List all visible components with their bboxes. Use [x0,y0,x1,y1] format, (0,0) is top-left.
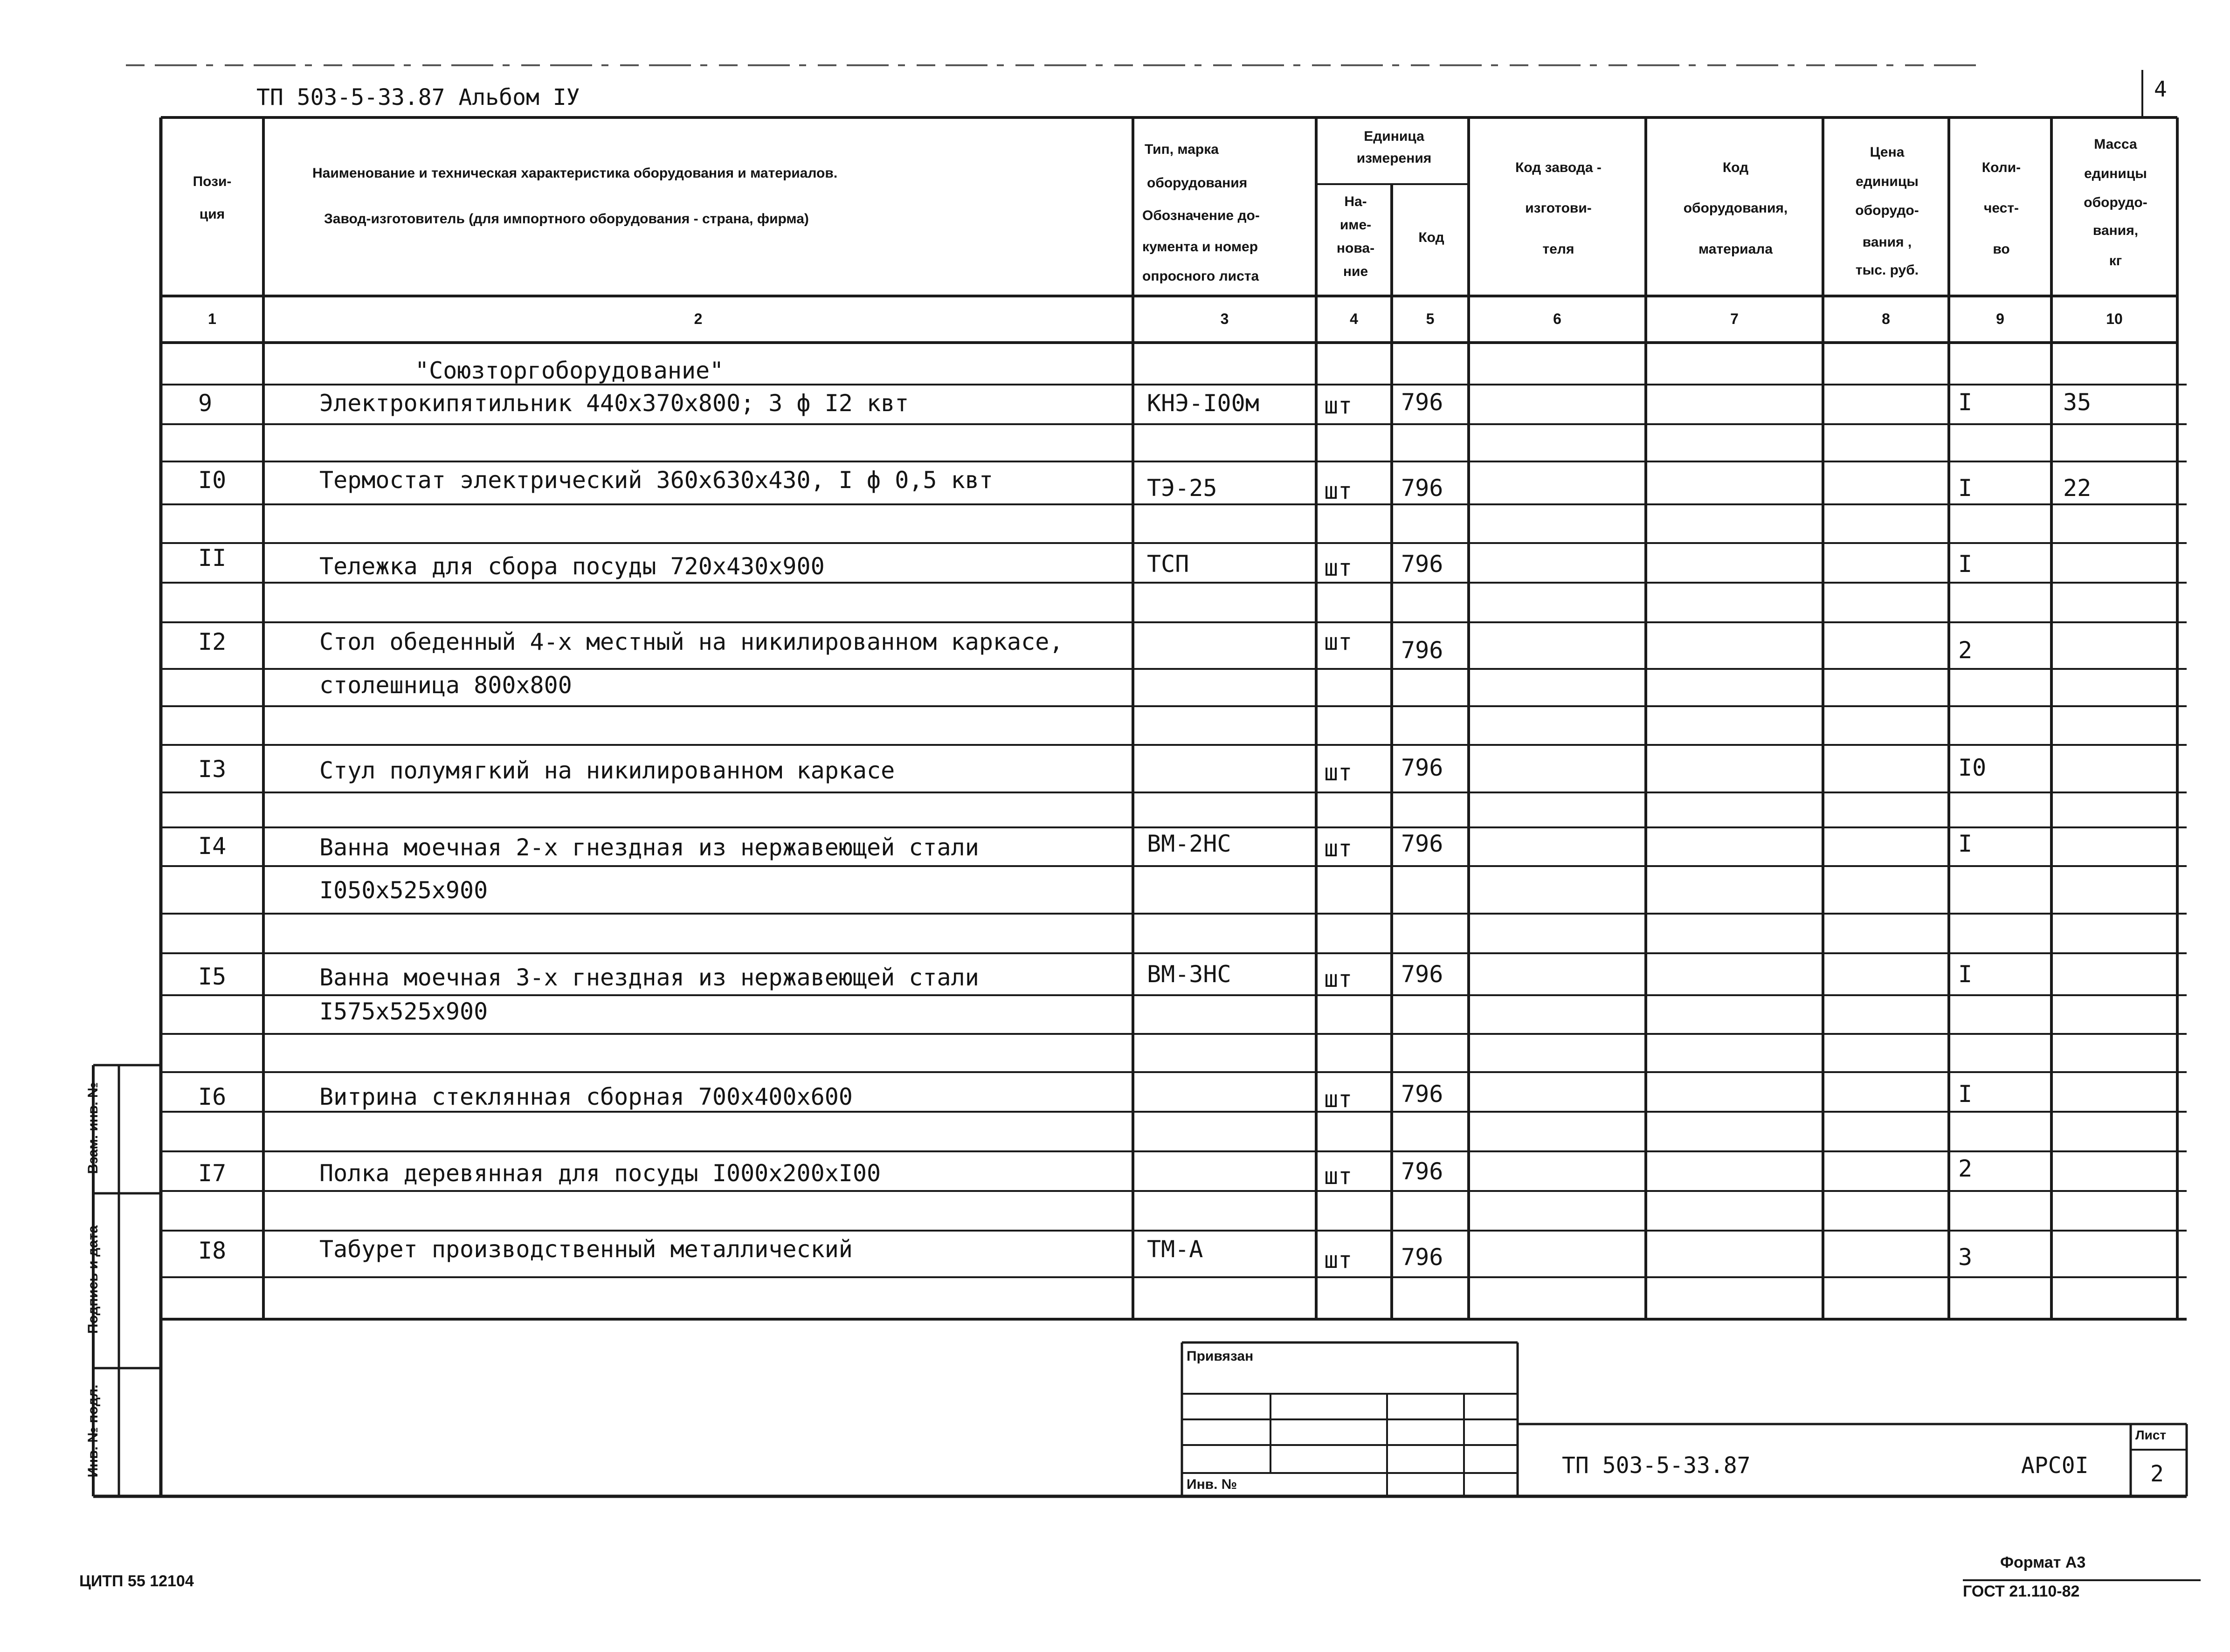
col10-header-line1: Масса [2094,137,2137,152]
row11-position: II [198,544,227,571]
row15-qty: I [1958,961,1973,988]
document-code: ТП 503-5-33.87 [1562,1452,1751,1479]
row15-name-line2: I575х525х900 [319,998,488,1025]
col3-header-line4: кумента и номер [1142,239,1258,255]
col7-header-line1: Код [1722,160,1749,175]
page-number: 4 [2154,76,2167,102]
footer-gost: ГОСТ 21.110-82 [1963,1583,2080,1600]
row13-code: 796 [1401,754,1443,781]
col6-header-line1: Код завода - [1515,160,1602,175]
col-number-10: 10 [2106,310,2123,327]
row14-unit: шт [1324,835,1353,862]
row13-unit: шт [1324,759,1353,786]
row10-name: Термостат электрический 360х630х430, I ф 0,5 квт [319,467,993,494]
col4-header-line1: На- [1344,194,1367,209]
row16-code: 796 [1401,1081,1443,1108]
row9-qty: I [1958,389,1973,416]
col10-header-line4: вания, [2092,223,2139,238]
inv-no-label: Инв. № [1187,1477,1237,1492]
row11-name: Тележка для сбора посуды 720х430х900 [319,553,825,580]
row9-type: КНЭ-I00м [1147,390,1259,417]
col3-header-line5: опросного листа [1142,268,1259,284]
footer-citp: ЦИТП 55 12104 [79,1572,194,1590]
row18-name: Табурет производственный металлический [319,1236,853,1263]
row16-unit: шт [1324,1086,1353,1113]
row14-name: Ванна моечная 2-х гнездная из нержавеющей стали [319,834,979,861]
row14-code: 796 [1401,830,1443,857]
col3-header-line1: Тип, марка [1145,142,1219,157]
col-number-9: 9 [1996,310,2004,327]
row14-qty: I [1958,830,1973,857]
col3-header-line3: Обозначение до- [1142,208,1260,223]
footer-format: Формат А3 [2000,1554,2086,1571]
row15-unit: шт [1324,965,1353,992]
col-number-1: 1 [208,310,216,327]
row10-mass: 22 [2063,475,2092,502]
sheet-label: Лист [2135,1428,2167,1442]
stamp-inv-podl: Инв. № подл. [85,1384,101,1478]
col9-header-line1: Коли- [1981,160,2021,175]
unit-group-header-line1: Единица [1364,129,1424,144]
privyazan-label: Привязан [1187,1349,1254,1364]
row17-position: I7 [198,1160,227,1187]
row9-mass: 35 [2063,389,2092,416]
col-number-8: 8 [1882,310,1890,327]
col6-header-line3: теля [1542,241,1574,257]
col3-header-line2: оборудования [1147,175,1248,191]
row10-unit: шт [1324,477,1353,504]
row17-name: Полка деревянная для посуды I000х200хI00 [319,1160,881,1187]
col8-header-line2: единицы [1856,174,1919,189]
col10-header-line5: кг [2109,253,2122,268]
col-number-7: 7 [1730,310,1739,327]
col8-header-line3: оборудо- [1855,203,1919,218]
row10-code: 796 [1401,475,1443,502]
col10-header-line3: оборудо- [2084,195,2147,210]
col1-header-line2: ция [199,206,225,222]
row13-qty: I0 [1958,754,1987,781]
col8-header-line4: вания , [1862,234,1912,250]
col2-header-line1: Наименование и техническая характеристика оборудования и материалов. [312,165,838,181]
row17-qty: 2 [1958,1155,1973,1182]
document-mark: АРС0I [2021,1452,2089,1479]
col-number-3: 3 [1220,310,1229,327]
row15-code: 796 [1401,961,1443,988]
row12-code: 796 [1401,637,1443,664]
row14-name-line2: I050х525х900 [319,877,488,904]
row13-name: Стул полумягкий на никилированном каркасе [319,757,895,784]
row9-code: 796 [1401,389,1443,416]
row9-name: Электрокипятильник 440х370х800; 3 ф I2 квт [319,390,909,417]
col-number-5: 5 [1426,310,1435,327]
row11-code: 796 [1401,551,1443,578]
col8-header-line1: Цена [1870,145,1905,160]
row12-qty: 2 [1958,637,1973,664]
col8-header-line5: тыс. руб. [1855,262,1919,278]
row16-qty: I [1958,1081,1973,1108]
col9-header-line3: во [1993,241,2010,257]
row9-unit: шт [1324,392,1353,419]
col-number-4: 4 [1350,310,1358,327]
row17-unit: шт [1324,1163,1353,1190]
col6-header-line2: изготови- [1525,200,1592,216]
col-number-2: 2 [694,310,703,327]
row14-position: I4 [198,833,227,860]
col9-header-line2: чест- [1983,200,2019,216]
col5-header: Код [1418,230,1444,245]
col4-header-line4: ние [1343,264,1368,279]
row18-code: 796 [1401,1244,1443,1271]
col4-header-line2: име- [1339,217,1372,233]
col7-header-line3: материала [1698,241,1773,257]
row18-qty: 3 [1958,1244,1973,1271]
row17-code: 796 [1401,1158,1443,1185]
col4-header-line3: нова- [1336,241,1375,256]
row10-position: I0 [198,467,227,494]
row15-type: ВМ-3НС [1147,961,1231,988]
sheet-number: 2 [2150,1461,2164,1487]
col1-header-line1: Пози- [193,174,232,189]
col2-header-line2: Завод-изготовитель (для импортного оборудования - страна, фирма) [324,211,809,227]
row18-position: I8 [198,1237,227,1264]
stamp-podpis-data: Подпись и дата [85,1225,101,1334]
row16-name: Витрина стеклянная сборная 700х400х600 [319,1083,853,1110]
row15-position: I5 [198,963,227,990]
supplier-heading: "Союзторгоборудование" [415,357,724,384]
row11-type: ТСП [1147,551,1189,578]
row10-type: ТЭ-25 [1147,475,1217,502]
stamp-vzam-inv: Взам. инв. № [85,1082,101,1174]
unit-group-header-line2: измерения [1356,151,1432,166]
row16-position: I6 [198,1083,227,1110]
col10-header-line2: единицы [2084,166,2147,181]
row12-name: Стол обеденный 4-х местный на никилированном каркасе, [319,628,1063,655]
row11-unit: шт [1324,554,1353,581]
album-reference: ТП 503-5-33.87 Альбом IУ [256,84,580,110]
row10-qty: I [1958,475,1973,502]
col7-header-line2: оборудования, [1683,200,1788,216]
row13-position: I3 [198,756,227,783]
row18-unit: шт [1324,1246,1353,1273]
row12-name-line2: столешница 800х800 [319,672,572,699]
col-number-6: 6 [1553,310,1561,327]
row18-type: ТМ-А [1147,1236,1203,1263]
row15-name: Ванна моечная 3-х гнездная из нержавеющей стали [319,964,979,991]
row11-qty: I [1958,551,1973,578]
row12-position: I2 [198,628,227,655]
row12-unit: шт [1324,628,1353,655]
row9-position: 9 [198,390,213,417]
row14-type: ВМ-2НС [1147,830,1231,857]
